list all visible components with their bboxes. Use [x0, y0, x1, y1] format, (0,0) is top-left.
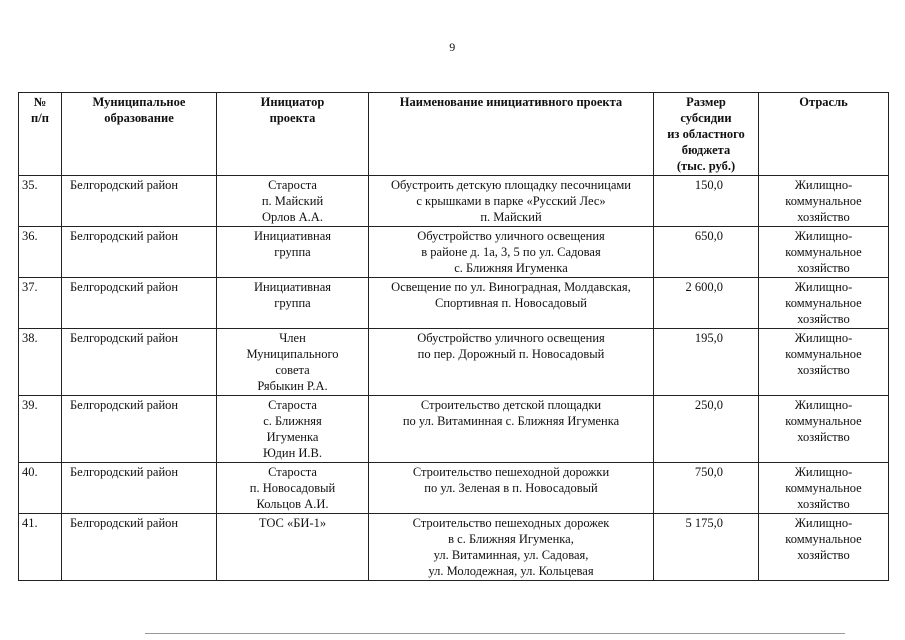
header-amount	[654, 93, 759, 176]
row-number: 35.	[19, 176, 62, 227]
subsidy-amount-cell: 150,0	[654, 176, 759, 227]
header-initiator	[217, 93, 369, 176]
header-line: Наименование инициативного проекта	[399, 95, 623, 109]
table-body	[19, 176, 889, 581]
projects-table	[18, 92, 889, 581]
municipality-cell: Белгородский район	[62, 227, 217, 278]
project-name-cell-line: по ул. Витаминная с. Ближняя Игуменка	[402, 414, 620, 428]
initiator-cell-line: Муниципального	[246, 347, 339, 361]
header-line: №	[33, 95, 47, 109]
table-header-row	[19, 93, 889, 176]
header-line: бюджета	[681, 143, 731, 157]
row-number: 37.	[19, 278, 62, 329]
initiator-cell-line: Староста	[268, 398, 317, 412]
project-name-cell	[369, 463, 654, 514]
row-number: 40.	[19, 463, 62, 514]
header-project	[369, 93, 654, 176]
sector-cell-line: хозяйство	[797, 312, 850, 326]
sector-cell-line: коммунальное	[785, 194, 862, 208]
municipality-cell: Белгородский район	[62, 514, 217, 581]
project-name-cell-line: по ул. Зеленая в п. Новосадовый	[424, 481, 598, 495]
project-name-cell-line: в с. Ближняя Игуменка,	[448, 532, 574, 546]
project-name-cell	[369, 329, 654, 396]
project-name-cell	[369, 396, 654, 463]
municipality-cell: Белгородский район	[62, 176, 217, 227]
initiator-cell-line: Юдин И.В.	[262, 446, 322, 460]
initiator-cell-line: Игуменка	[266, 430, 319, 444]
project-name-cell-line: Спортивная п. Новосадовый	[435, 296, 587, 310]
header-line: п/п	[31, 111, 49, 125]
row-number: 41.	[19, 514, 62, 581]
sector-cell-line: коммунальное	[785, 481, 862, 495]
sector-cell	[759, 514, 889, 581]
header-line: (тыс. руб.)	[676, 159, 736, 173]
initiator-cell	[217, 396, 369, 463]
sector-cell-line: Жилищно-	[794, 229, 853, 243]
initiator-cell-line: Староста	[268, 465, 317, 479]
project-name-cell	[369, 176, 654, 227]
subsidy-amount-cell: 195,0	[654, 329, 759, 396]
initiator-cell	[217, 463, 369, 514]
initiator-cell-line: п. Новосадовый	[249, 481, 336, 495]
table-row	[19, 329, 889, 396]
sector-cell-line: хозяйство	[797, 210, 850, 224]
sector-cell-line: хозяйство	[797, 497, 850, 511]
project-name-cell-line: Строительство пешеходной дорожки	[412, 465, 610, 479]
municipality-cell: Белгородский район	[62, 329, 217, 396]
project-name-cell	[369, 514, 654, 581]
project-name-cell-line: Строительство пешеходных дорожек	[412, 516, 610, 530]
initiator-cell-line: Староста	[268, 178, 317, 192]
page-number: 9	[449, 40, 456, 54]
project-name-cell-line: в районе д. 1а, 3, 5 по ул. Садовая	[421, 245, 601, 259]
project-name-cell-line: Обустройство уличного освещения	[417, 331, 605, 345]
initiator-cell	[217, 176, 369, 227]
table-row	[19, 176, 889, 227]
sector-cell-line: Жилищно-	[794, 280, 853, 294]
initiator-cell	[217, 329, 369, 396]
header-municipality	[62, 93, 217, 176]
header-line: из областного	[667, 127, 745, 141]
row-number: 39.	[19, 396, 62, 463]
subsidy-amount-cell: 750,0	[654, 463, 759, 514]
row-number: 38.	[19, 329, 62, 396]
initiator-cell-line: Рябыкин Р.А.	[257, 379, 328, 393]
header-line: субсидии	[680, 111, 732, 125]
header-line: проекта	[269, 111, 316, 125]
project-name-cell-line: Обустройство уличного освещения	[417, 229, 605, 243]
sector-cell-line: коммунальное	[785, 414, 862, 428]
project-name-cell-line: с. Ближняя Игуменка	[454, 261, 568, 275]
row-number: 36.	[19, 227, 62, 278]
project-name-cell-line: Освещение по ул. Виноградная, Молдавская,	[391, 280, 631, 294]
project-name-cell-line: Строительство детской площадки	[420, 398, 602, 412]
sector-cell-line: Жилищно-	[794, 331, 853, 345]
sector-cell-line: коммунальное	[785, 347, 862, 361]
initiator-cell-line: группа	[274, 296, 311, 310]
sector-cell-line: Жилищно-	[794, 178, 853, 192]
municipality-cell: Белгородский район	[62, 278, 217, 329]
sector-cell	[759, 278, 889, 329]
header-num	[19, 93, 62, 176]
initiator-cell	[217, 514, 369, 581]
initiator-cell-line: Кольцов А.И.	[256, 497, 329, 511]
initiator-cell-line: группа	[274, 245, 311, 259]
project-name-cell-line: ул. Витаминная, ул. Садовая,	[433, 548, 589, 562]
project-name-cell-line: ул. Молодежная, ул. Кольцевая	[428, 564, 594, 578]
sector-cell	[759, 396, 889, 463]
project-name-cell-line: с крышками в парке «Русский Лес»	[416, 194, 606, 208]
table-row	[19, 514, 889, 581]
initiator-cell-line: ТОС «БИ-1»	[258, 516, 327, 530]
sector-cell-line: коммунальное	[785, 532, 862, 546]
header-sector	[759, 93, 889, 176]
sector-cell	[759, 329, 889, 396]
header-line: Инициатор	[260, 95, 325, 109]
subsidy-amount-cell: 5 175,0	[654, 514, 759, 581]
header-line: Муниципальное	[92, 95, 186, 109]
sector-cell	[759, 227, 889, 278]
municipality-cell: Белгородский район	[62, 396, 217, 463]
initiator-cell-line: Инициативная	[253, 280, 332, 294]
sector-cell-line: Жилищно-	[794, 465, 853, 479]
header-line: образование	[104, 111, 174, 125]
subsidy-amount-cell: 250,0	[654, 396, 759, 463]
sector-cell	[759, 176, 889, 227]
initiator-cell	[217, 227, 369, 278]
header-line: Размер	[686, 95, 726, 109]
sector-cell-line: Жилищно-	[794, 398, 853, 412]
sector-cell-line: хозяйство	[797, 430, 850, 444]
sector-cell-line: коммунальное	[785, 245, 862, 259]
project-name-cell-line: Обустроить детскую площадку песочницами	[391, 178, 631, 192]
sector-cell	[759, 463, 889, 514]
table-row	[19, 396, 889, 463]
sector-cell-line: Жилищно-	[794, 516, 853, 530]
header-line: Отрасль	[799, 95, 848, 109]
initiator-cell-line: Член	[279, 331, 306, 345]
project-name-cell-line: по пер. Дорожный п. Новосадовый	[417, 347, 605, 361]
sector-cell-line: хозяйство	[797, 363, 850, 377]
project-name-cell	[369, 227, 654, 278]
table-row	[19, 227, 889, 278]
table-row	[19, 278, 889, 329]
initiator-cell-line: Инициативная	[253, 229, 332, 243]
table-row	[19, 463, 889, 514]
subsidy-amount-cell: 650,0	[654, 227, 759, 278]
project-name-cell-line: п. Майский	[480, 210, 542, 224]
initiator-cell-line: п. Майский	[261, 194, 324, 208]
initiator-cell	[217, 278, 369, 329]
sector-cell-line: хозяйство	[797, 261, 850, 275]
municipality-cell: Белгородский район	[62, 463, 217, 514]
sector-cell-line: коммунальное	[785, 296, 862, 310]
subsidy-amount-cell: 2 600,0	[654, 278, 759, 329]
initiator-cell-line: с. Ближняя	[263, 414, 322, 428]
sector-cell-line: хозяйство	[797, 548, 850, 562]
bottom-rule	[145, 633, 845, 634]
initiator-cell-line: совета	[275, 363, 310, 377]
project-name-cell	[369, 278, 654, 329]
initiator-cell-line: Орлов А.А.	[262, 210, 323, 224]
